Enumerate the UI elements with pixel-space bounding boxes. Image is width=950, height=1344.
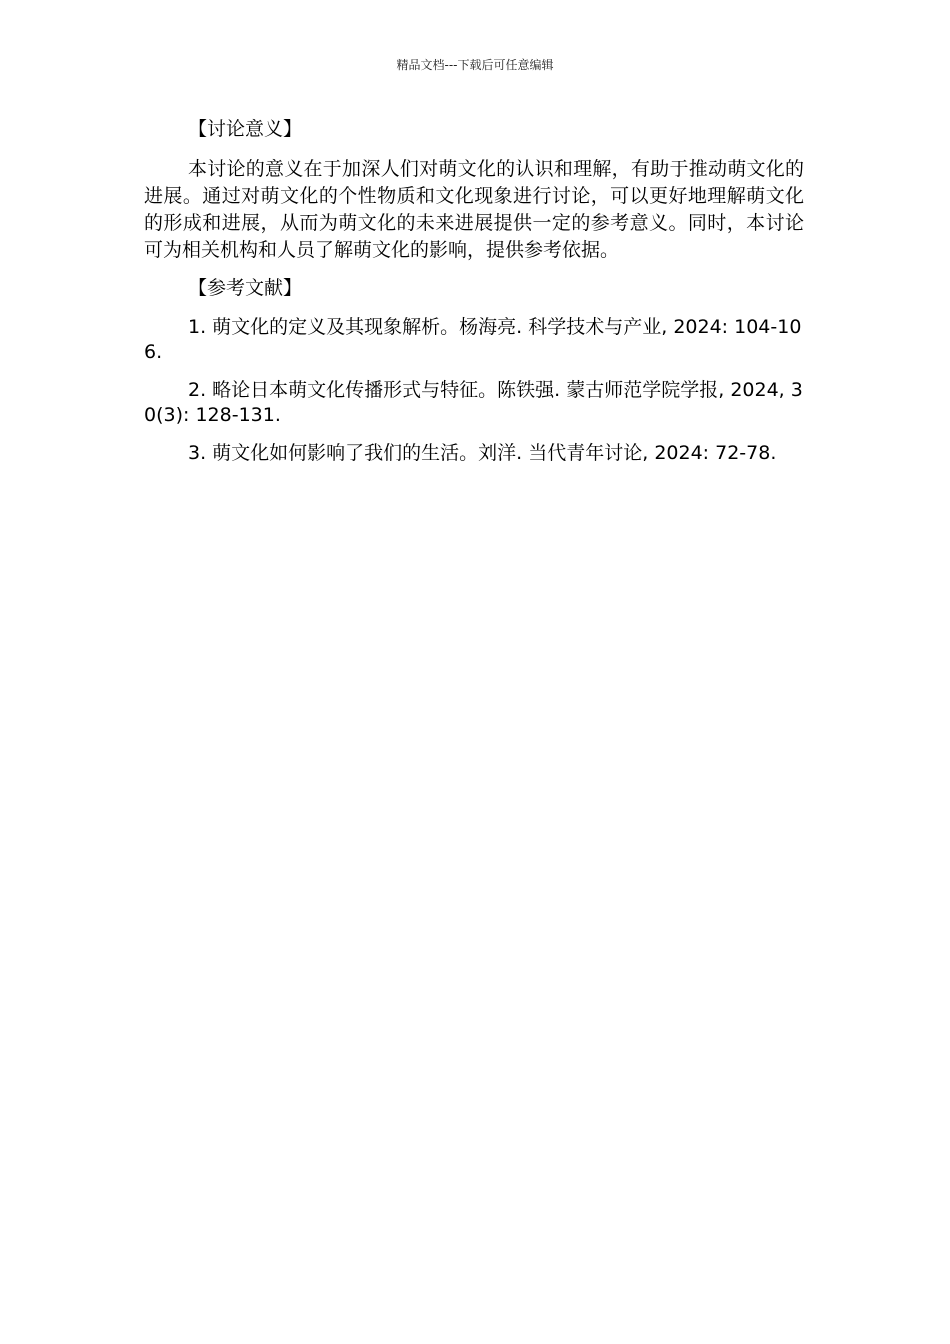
document-body (144, 116, 804, 479)
reference-item-2: 2. 略论日本萌文化传播形式与特征。陈铁强. 蒙古师范学院学报, 2024, 30(3): 128-131. (144, 379, 803, 426)
reference-item-3: 3. 萌文化如何影响了我们的生活。刘洋. 当代青年讨论, 2024: 72-78. (188, 442, 777, 464)
reference-item-1: 1. 萌文化的定义及其现象解析。杨海亮. 科学技术与产业, 2024: 104-106. (144, 316, 802, 363)
significance-heading: 【讨论意义】 (188, 118, 303, 140)
reference-list (144, 315, 804, 466)
page-header: 精品文档---下载后可任意编辑 (396, 58, 554, 72)
references-heading: 【参考文献】 (188, 277, 303, 299)
significance-paragraph: 本讨论的意义在于加深人们对萌文化的认识和理解，有助于推动萌文化的进展。通过对萌文化的个性物质和文化现象进行讨论，可以更好地理解萌文化的形成和进展，从而为萌文化的未来进展提供一定的参考意义。同时，本讨论可为相关机构和人员了解萌文化的影响，提供参考依据。 (144, 158, 804, 261)
